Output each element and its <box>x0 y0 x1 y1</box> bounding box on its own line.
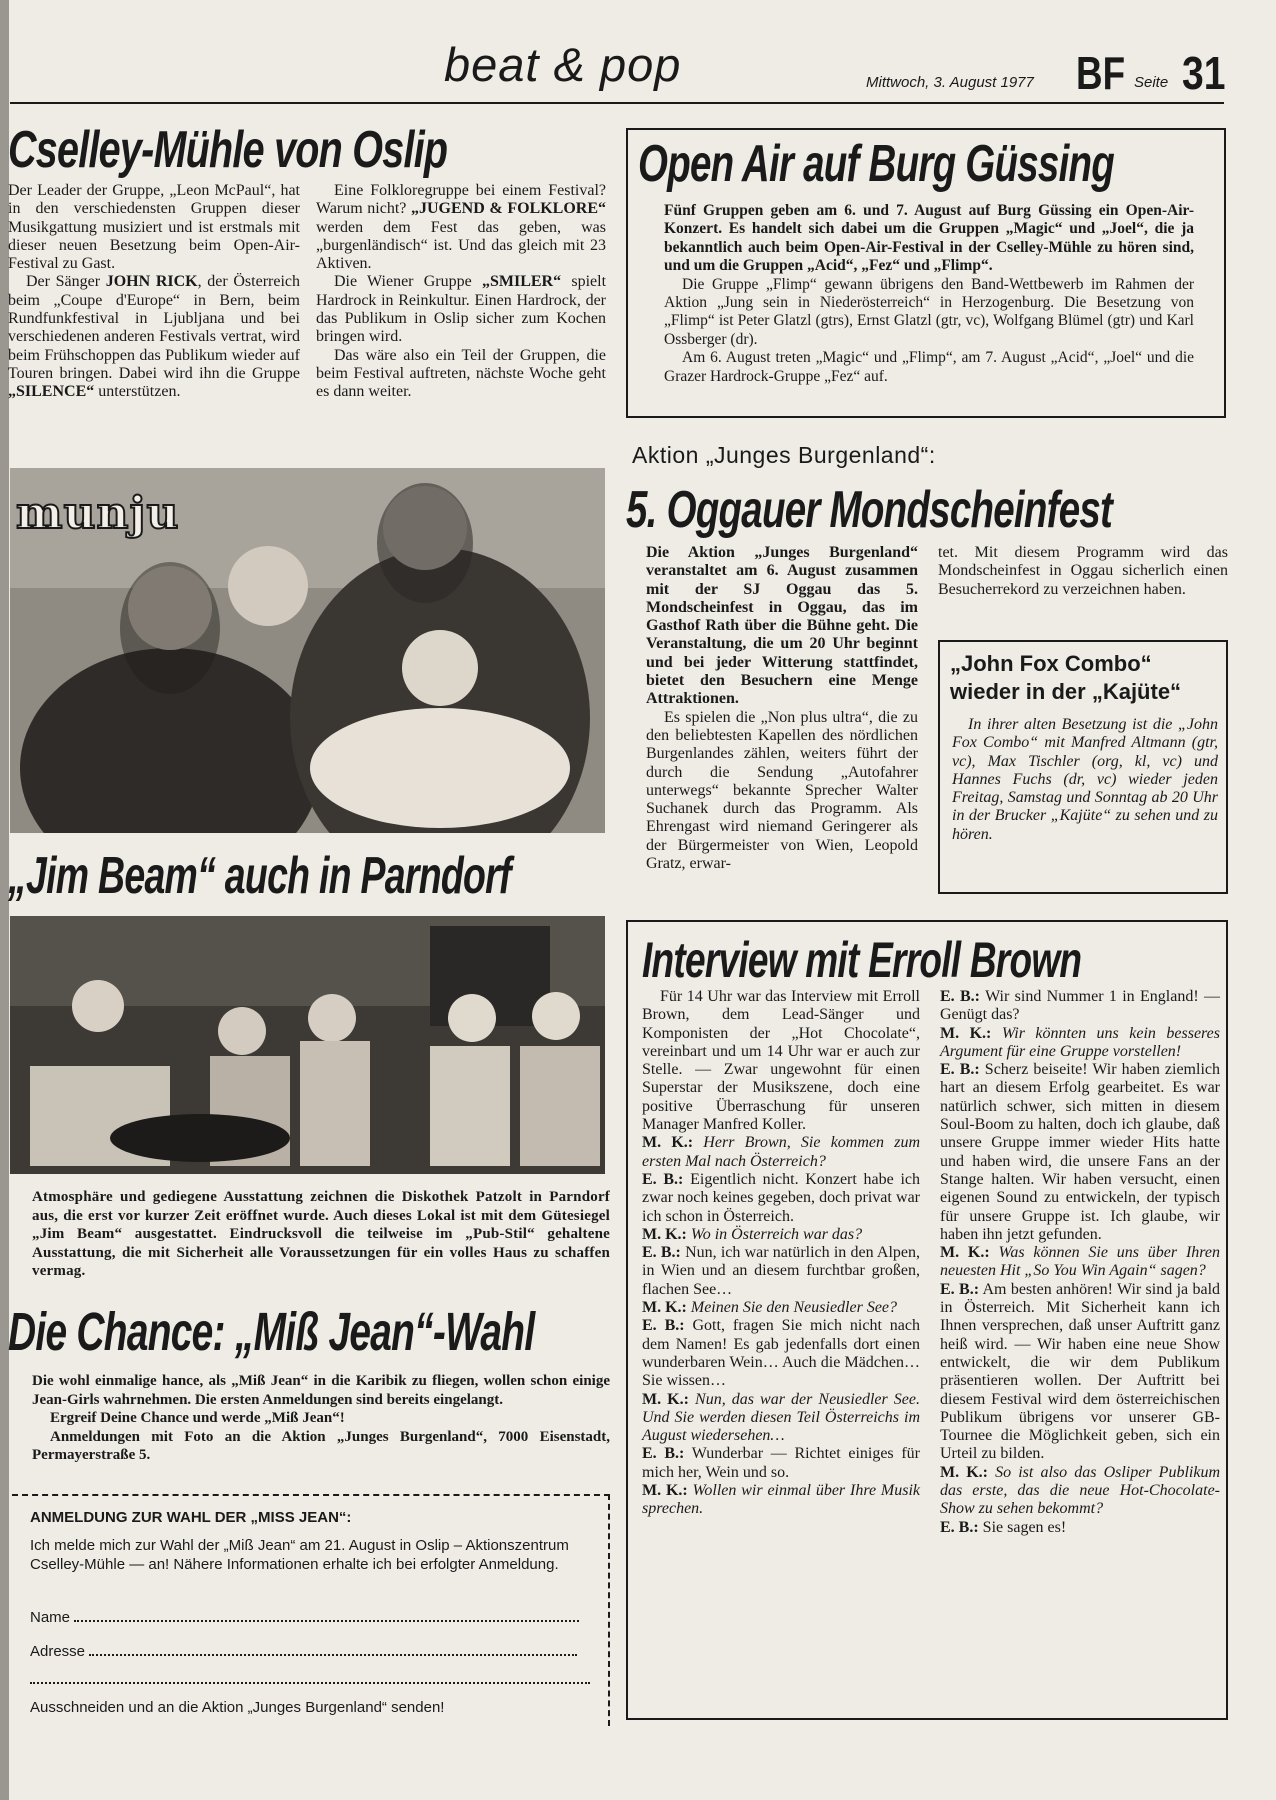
interview-answer: Gott, fragen Sie mich nicht nach dem Namen! Es gab jedenfalls dort einen wunderbaren Wein… Auch die Mädchen… Sie wissen… <box>642 1317 921 1390</box>
interview-exchange <box>642 1299 920 1317</box>
band-logo-text: munju <box>16 488 180 539</box>
interview-speaker: E. B.: <box>940 1280 980 1298</box>
coupon-title: ANMELDUNG ZUR WAHL DER „MISS JEAN“: <box>30 1509 352 1526</box>
cselley-column-1 <box>8 182 300 402</box>
openair-paragraph-2: Die Gruppe „Flimp“ gewann übrigens den Band-Wettbewerb im Rahmen der Aktion „Jung sein in Niederösterreich“ in Herzogenburg. Die Besetzung von „Flimp“ ist Peter Glatzl (gtrs), Ernst Glatzl (gtr, vc), Wolfgang Blümel (gtr) und Karl Ossberger (dr). <box>664 275 1194 348</box>
oggau-headline: 5. Oggauer Mondscheinfest <box>626 481 1113 539</box>
interview-question: Wollen wir einmal über Ihre Musik sprechen. <box>642 1482 921 1518</box>
oggau-continuation: tet. Mit diesem Programm wird das Mondscheinfest in Oggau sicherlich einen Besucherrekord zu verzeichnen haben. <box>938 544 1228 598</box>
coupon-address-field[interactable] <box>89 1654 577 1656</box>
openair-box <box>626 128 1226 418</box>
interview-question: Was können Sie uns über Ihren neuesten Hit „So You Win Again“ sagen? <box>940 1244 1221 1280</box>
interview-answer: Eigentlich nicht. Konzert habe ich zwar noch keines gegeben, doch privat war ich schon in Österreich. <box>642 1170 921 1225</box>
oggau-column-1 <box>646 544 918 873</box>
interview-question: Wo in Österreich war das? <box>686 1225 863 1243</box>
interview-column-1 <box>642 988 920 1519</box>
missjean-paragraph-1: Die wohl einmalige hance, als „Miß Jean“ in die Karibik zu fliegen, wollen schon einige Jean-Girls wahrnehmen. Die ersten Anmeldungen sind bereits eingelangt. <box>32 1373 610 1408</box>
interview-answer: Wir sind Nummer 1 in England! — Genügt das? <box>940 988 1220 1024</box>
coupon-extra-line[interactable] <box>30 1682 590 1684</box>
page-number: 31 <box>1182 47 1226 99</box>
interview-box <box>626 920 1228 1720</box>
coupon-address-label: Adresse <box>30 1643 86 1660</box>
coupon-text: Ich melde mich zur Wahl der „Miß Jean“ am 21. August in Oslip – Aktionszentrum Cselley-Mühle — an! Nähere Informationen erhalte ich bei erfolgter Anmeldung. <box>30 1537 569 1573</box>
oggau-body: Es spielen die „Non plus ultra“, die zu den beliebtesten Kapellen des nördlichen Burgenlandes zählen, weiters führt der durch die Sendung „Autofahrer unterwegs“ bekannte Sprecher Walter Suchanek durch das Programm. Als Ehrengast wird niemand Geringerer als der Bürgermeister von Wien, Leopold Gratz, erwar- <box>646 708 918 873</box>
interview-qa-list-2 <box>940 988 1220 1537</box>
cselley-headline: Cselley-Mühle von Oslip <box>8 121 448 179</box>
interview-exchange <box>642 1317 920 1390</box>
oggau-lead: Die Aktion „Junges Burgenland“ veranstaltet am 6. August zusammen mit der SJ Oggau das 5. Mondscheinfest in Oggau, das im Gasthof Rath über die Bühne geht. Die Veranstaltung, die um 20 Uhr beginnt und bei jeder Witterung stattfindet, bietet den Besuchern eine Menge Attraktionen. <box>646 544 918 708</box>
newspaper-logo: BF <box>1076 47 1126 99</box>
interview-speaker: M. K.: <box>642 1390 689 1408</box>
issue-date: Mittwoch, 3. August 1977 <box>866 74 1034 91</box>
interview-speaker: E. B.: <box>642 1244 681 1262</box>
interview-speaker: M. K.: <box>642 1134 694 1152</box>
interview-qa-list-1 <box>642 1134 920 1518</box>
openair-text <box>664 202 1194 386</box>
interview-exchange <box>642 1244 920 1299</box>
interview-answer: Wunderbar — Richtet einiges für mich her, Wein und so. <box>642 1445 921 1481</box>
missjean-headline: Die Chance: „Miß Jean“-Wahl <box>8 1302 535 1362</box>
coupon-name-field[interactable] <box>74 1620 579 1622</box>
interview-answer: Scherz beiseite! Wir haben ziemlich hart an diesem Erfolg gearbeitet. Es war natürlich schwer, sich mitten in diesem Soul-Boom zu halten, doch ich glaube, daß unsere Gruppe immer wieder Hits hatte und haben wird, die unsere Fans an der Stange halten. Wir haben versucht, einen eigenen Sound zu entwickeln, der typisch für unsere Gruppe ist. Ich glaube, wir haben ihn jetzt gefunden. <box>940 1061 1220 1243</box>
interview-exchange <box>642 1482 920 1519</box>
cselley-column-2 <box>316 182 606 402</box>
header-rule <box>10 102 1224 104</box>
interview-intro: Für 14 Uhr war das Interview mit Erroll Brown, dem Lead-Sänger und Komponisten der „Hot Chocolate“, vereinbart und um 14 Uhr war er auch zur Stelle. — Zwar ungewohnt für einen Superstar der Musikszene, doch eine positive Überraschung für unseren Manager Manfred Koller. <box>642 988 920 1134</box>
interview-exchange <box>940 988 1220 1025</box>
interview-exchange <box>642 1445 920 1482</box>
interview-speaker: E. B.: <box>940 1518 979 1536</box>
interview-speaker: E. B.: <box>642 1317 685 1335</box>
interview-exchange <box>940 1464 1220 1519</box>
missjean-text <box>32 1372 610 1465</box>
coupon-address-row[interactable] <box>30 1642 600 1661</box>
interview-exchange <box>940 1025 1220 1062</box>
interview-answer: Am besten anhören! Wir sind ja bald in Österreich. Mit Sicherheit kann ich Ihnen versprechen, daß unser Auftritt ganz heiß wird. — Wir haben eine neue Show entwickelt, die wir dem Publikum präsentieren wollen. Der Auftritt bei diesem Festival wird dem österreichischen Publikum übrigens vor unserer GB-Tournee die Möglichkeit geben, sich ein Urteil zu bilden. <box>940 1280 1221 1463</box>
interview-answer: Nun, ich war natürlich in den Alpen, in Wien und an diesem furchtbar großen, flachen See… <box>642 1244 921 1298</box>
interview-question: So ist also das Osliper Publikum das erste, das die neue Hot-Chocolate-Show zu sehen bekommt? <box>940 1463 1221 1518</box>
cselley-paragraph-1: Der Leader der Gruppe, „Leon McPaul“, hat in den verschiedensten Gruppen dieser Musikgattung musiziert und ist erstmals mit dieser neuen Besetzung beim Open-Air-Festival zu Gast. <box>8 182 300 273</box>
interview-speaker: E. B.: <box>940 988 981 1005</box>
disco-photo-illustration <box>10 916 605 1174</box>
interview-answer: Sie sagen es! <box>978 1518 1067 1536</box>
interview-speaker: M. K.: <box>940 1024 992 1042</box>
interview-speaker: E. B.: <box>940 1061 980 1079</box>
oggau-column-2 <box>938 544 1228 599</box>
missjean-paragraph-3: Anmeldungen mit Foto an die Aktion „Junges Burgenland“, 7000 Eisenstadt, Permayerstraße 5. <box>32 1428 610 1463</box>
interview-speaker: M. K.: <box>642 1225 687 1243</box>
jimbeam-headline: „Jim Beam“ auch in Parndorf <box>8 847 511 905</box>
interview-exchange <box>642 1171 920 1226</box>
interview-speaker: M. K.: <box>642 1482 688 1500</box>
interview-exchange <box>642 1391 920 1446</box>
johnfox-headline: „John Fox Combo“ wieder in der „Kajüte“ <box>950 651 1182 704</box>
cselley-paragraph-5: Das wäre also ein Teil der Gruppen, die beim Festival auftreten, nächste Woche geht es dann weiter. <box>316 346 606 401</box>
interview-question: Herr Brown, Sie kommen zum ersten Mal nach Österreich? <box>642 1134 921 1170</box>
cselley-paragraph-3: Eine Folkloregruppe bei einem Festival? Warum nicht? „JUGEND & FOLKLORE“ werden dem Fest das geben, was „burgenländisch“ ist. Und das gleich mit 23 Aktiven. <box>316 182 606 273</box>
interview-exchange <box>940 1061 1220 1244</box>
interview-speaker: M. K.: <box>642 1299 687 1317</box>
interview-speaker: M. K.: <box>940 1244 990 1262</box>
section-title: beat & pop <box>444 38 682 91</box>
oggau-kicker: Aktion „Junges Burgenland“: <box>632 442 936 468</box>
interview-column-2 <box>940 988 1220 1537</box>
interview-speaker: E. B.: <box>642 1170 684 1188</box>
interview-speaker: E. B.: <box>642 1445 685 1463</box>
interview-exchange <box>940 1244 1220 1281</box>
interview-exchange <box>642 1134 920 1171</box>
interview-question: Nun, das war der Neusiedler See. Und Sie werden diesen Teil Österreichs im August wiedersehen… <box>642 1390 921 1445</box>
openair-paragraph-1: Fünf Gruppen geben am 6. und 7. August auf Burg Güssing ein Open-Air-Konzert. Es handelt sich dabei um die Gruppen „Magic“ und „Joel“, die ja bekanntlich auch beim Open-Air-Festival in der Cselley-Mühle zu hören sind, und um die Gruppen „Acid“, „Fez“ und „Flimp“. <box>664 202 1194 275</box>
disco-photo <box>10 916 605 1174</box>
openair-headline: Open Air auf Burg Güssing <box>638 135 1115 193</box>
interview-headline: Interview mit Erroll Brown <box>642 932 1082 988</box>
band-photo <box>10 468 605 833</box>
interview-question: Wir könnten uns kein besseres Argument für eine Gruppe vorstellen! <box>940 1024 1220 1060</box>
coupon-footer: Ausschneiden und an die Aktion „Junges Burgenland“ senden! <box>30 1699 445 1716</box>
coupon-name-label: Name <box>30 1609 71 1626</box>
coupon-name-row[interactable] <box>30 1608 600 1627</box>
cselley-paragraph-4: Die Wiener Gruppe „SMILER“ spielt Hardrock in Reinkultur. Einen Hardrock, der das Publikum in Oslip sicher zum Kochen bringen wird. <box>316 273 607 346</box>
coupon-form[interactable] <box>12 1494 610 1726</box>
johnfox-text: In ihrer alten Besetzung ist die „John Fox Combo“ mit Manfred Altmann (gtr, vc), Max Tischler (org, kl, vc) und Hannes Fuchs (dr, vc) wieder jeden Freitag, Samstag und Sonntag ab 20 Uhr in der Brucker „Kajüte“ zu sehen und zu hören. <box>952 716 1218 843</box>
page-label: Seite <box>1134 74 1169 91</box>
interview-question: Meinen Sie den Neusiedler See? <box>686 1299 898 1317</box>
openair-paragraph-3: Am 6. August treten „Magic“ und „Flimp“, am 7. August „Acid“, „Joel“ und die Grazer Hardrock-Gruppe „Fez“ auf. <box>664 349 1194 385</box>
interview-exchange <box>940 1281 1220 1464</box>
interview-exchange <box>642 1226 920 1244</box>
interview-speaker: M. K.: <box>940 1463 988 1481</box>
cselley-paragraph-2: Der Sänger JOHN RICK, der Österreich beim „Coupe d'Europe“ in Bern, beim Rundfunkfestival in Ljubljana und bei verschiedenen anderen Festivals vertrat, wird beim Frühschoppen das Publikum wieder auf Touren bringen. Dabei wird ihn die Gruppe „SILENCE“ unterstützen. <box>8 273 300 401</box>
interview-exchange <box>940 1519 1220 1537</box>
disco-caption: Atmosphäre und gediegene Ausstattung zeichnen die Diskothek Patzolt in Parndorf aus, die erst vor kurzer Zeit eröffnet wurde. Auch dieses Lokal ist mit dem Gütesiegel „Jim Beam“ ausgestattet. Eindrucksvoll die teilweise im „Pub-Stil“ gehaltene Ausstattung, die mit Sicherheit alle Voraussetzungen für ein volles Haus zu schaffen vermag. <box>32 1189 610 1279</box>
missjean-paragraph-2: Ergreif Deine Chance und werde „Miß Jean“! <box>50 1410 345 1426</box>
johnfox-box <box>938 640 1228 894</box>
